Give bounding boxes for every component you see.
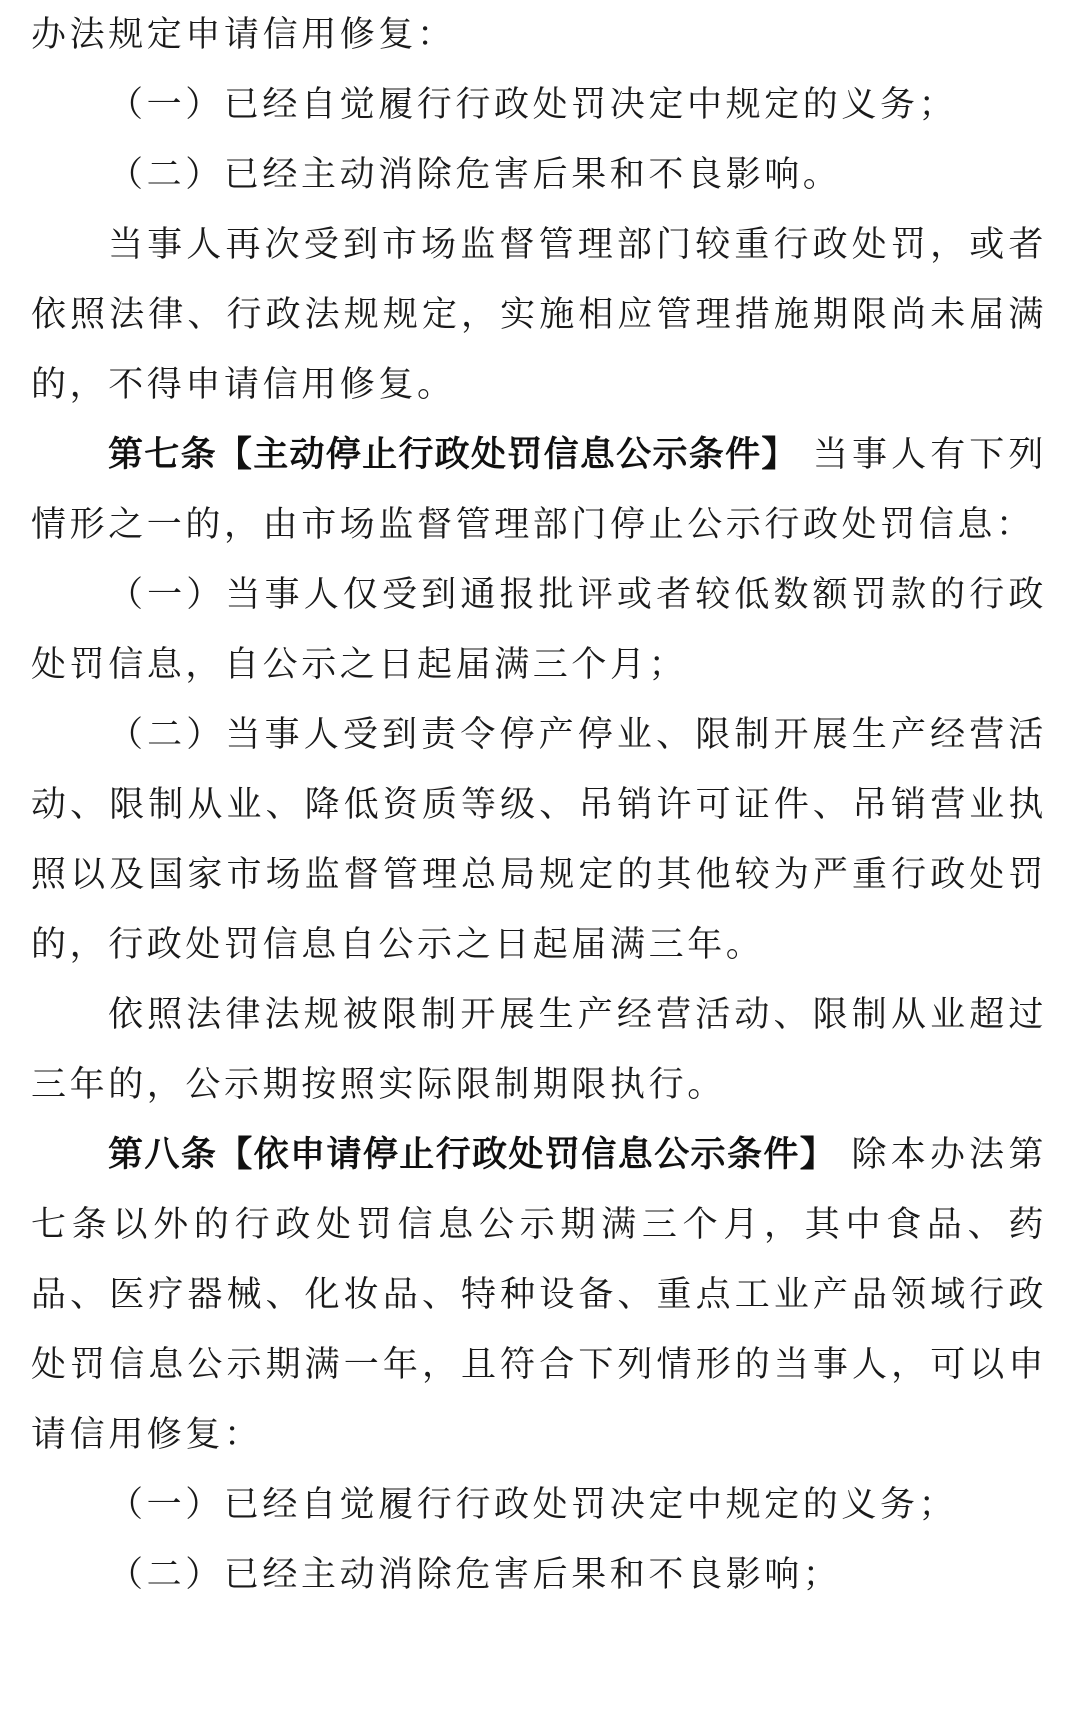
paragraph-continuation: 办法规定申请信用修复： [31,15,456,55]
article-8 [31,1120,1047,1470]
article-7-item-1: （一）当事人仅受到通报批评或者较低数额罚款的行政处罚信息，自公示之日起届满三个月； [31,575,1047,685]
paragraph-restriction: 当事人再次受到市场监督管理部门较重行政处罚，或者依照法律、行政法规规定，实施相应管理措施期限尚未届满的，不得申请信用修复。 [31,225,1047,405]
article-8-heading: 第八条【依申请停止行政处罚信息公示条件】 [108,1135,837,1175]
article-7-extra: 依照法律法规被限制开展生产经营活动、限制从业超过三年的，公示期按照实际限制期限执行。 [31,995,1047,1105]
article-8-item-1: （一）已经自觉履行行政处罚决定中规定的义务； [108,1485,958,1525]
paragraph-item-1: （一）已经自觉履行行政处罚决定中规定的义务； [108,85,958,125]
article-8-body: 除本办法第七条以外的行政处罚信息公示期满三个月，其中食品、药品、医疗器械、化妆品、特种设备、重点工业产品领域行政处罚信息公示期满一年，且符合下列情形的当事人，可以申请信用修复： [31,1135,1047,1455]
article-7-heading: 第七条【主动停止行政处罚信息公示条件】 [108,435,798,475]
article-7-body: 当事人有下列情形之一的，由市场监督管理部门停止公示行政处罚信息： [31,435,1047,545]
paragraph-item-2: （二）已经主动消除危害后果和不良影响。 [108,155,842,195]
article-8-item-2: （二）已经主动消除危害后果和不良影响； [108,1555,842,1595]
regulation-text [31,0,1047,1610]
article-7 [31,420,1047,560]
article-7-item-2: （二）当事人受到责令停产停业、限制开展生产经营活动、限制从业、降低资质等级、吊销许可证件、吊销营业执照以及国家市场监督管理总局规定的其他较为严重行政处罚的，行政处罚信息自公示之日起届满三年。 [31,715,1047,965]
